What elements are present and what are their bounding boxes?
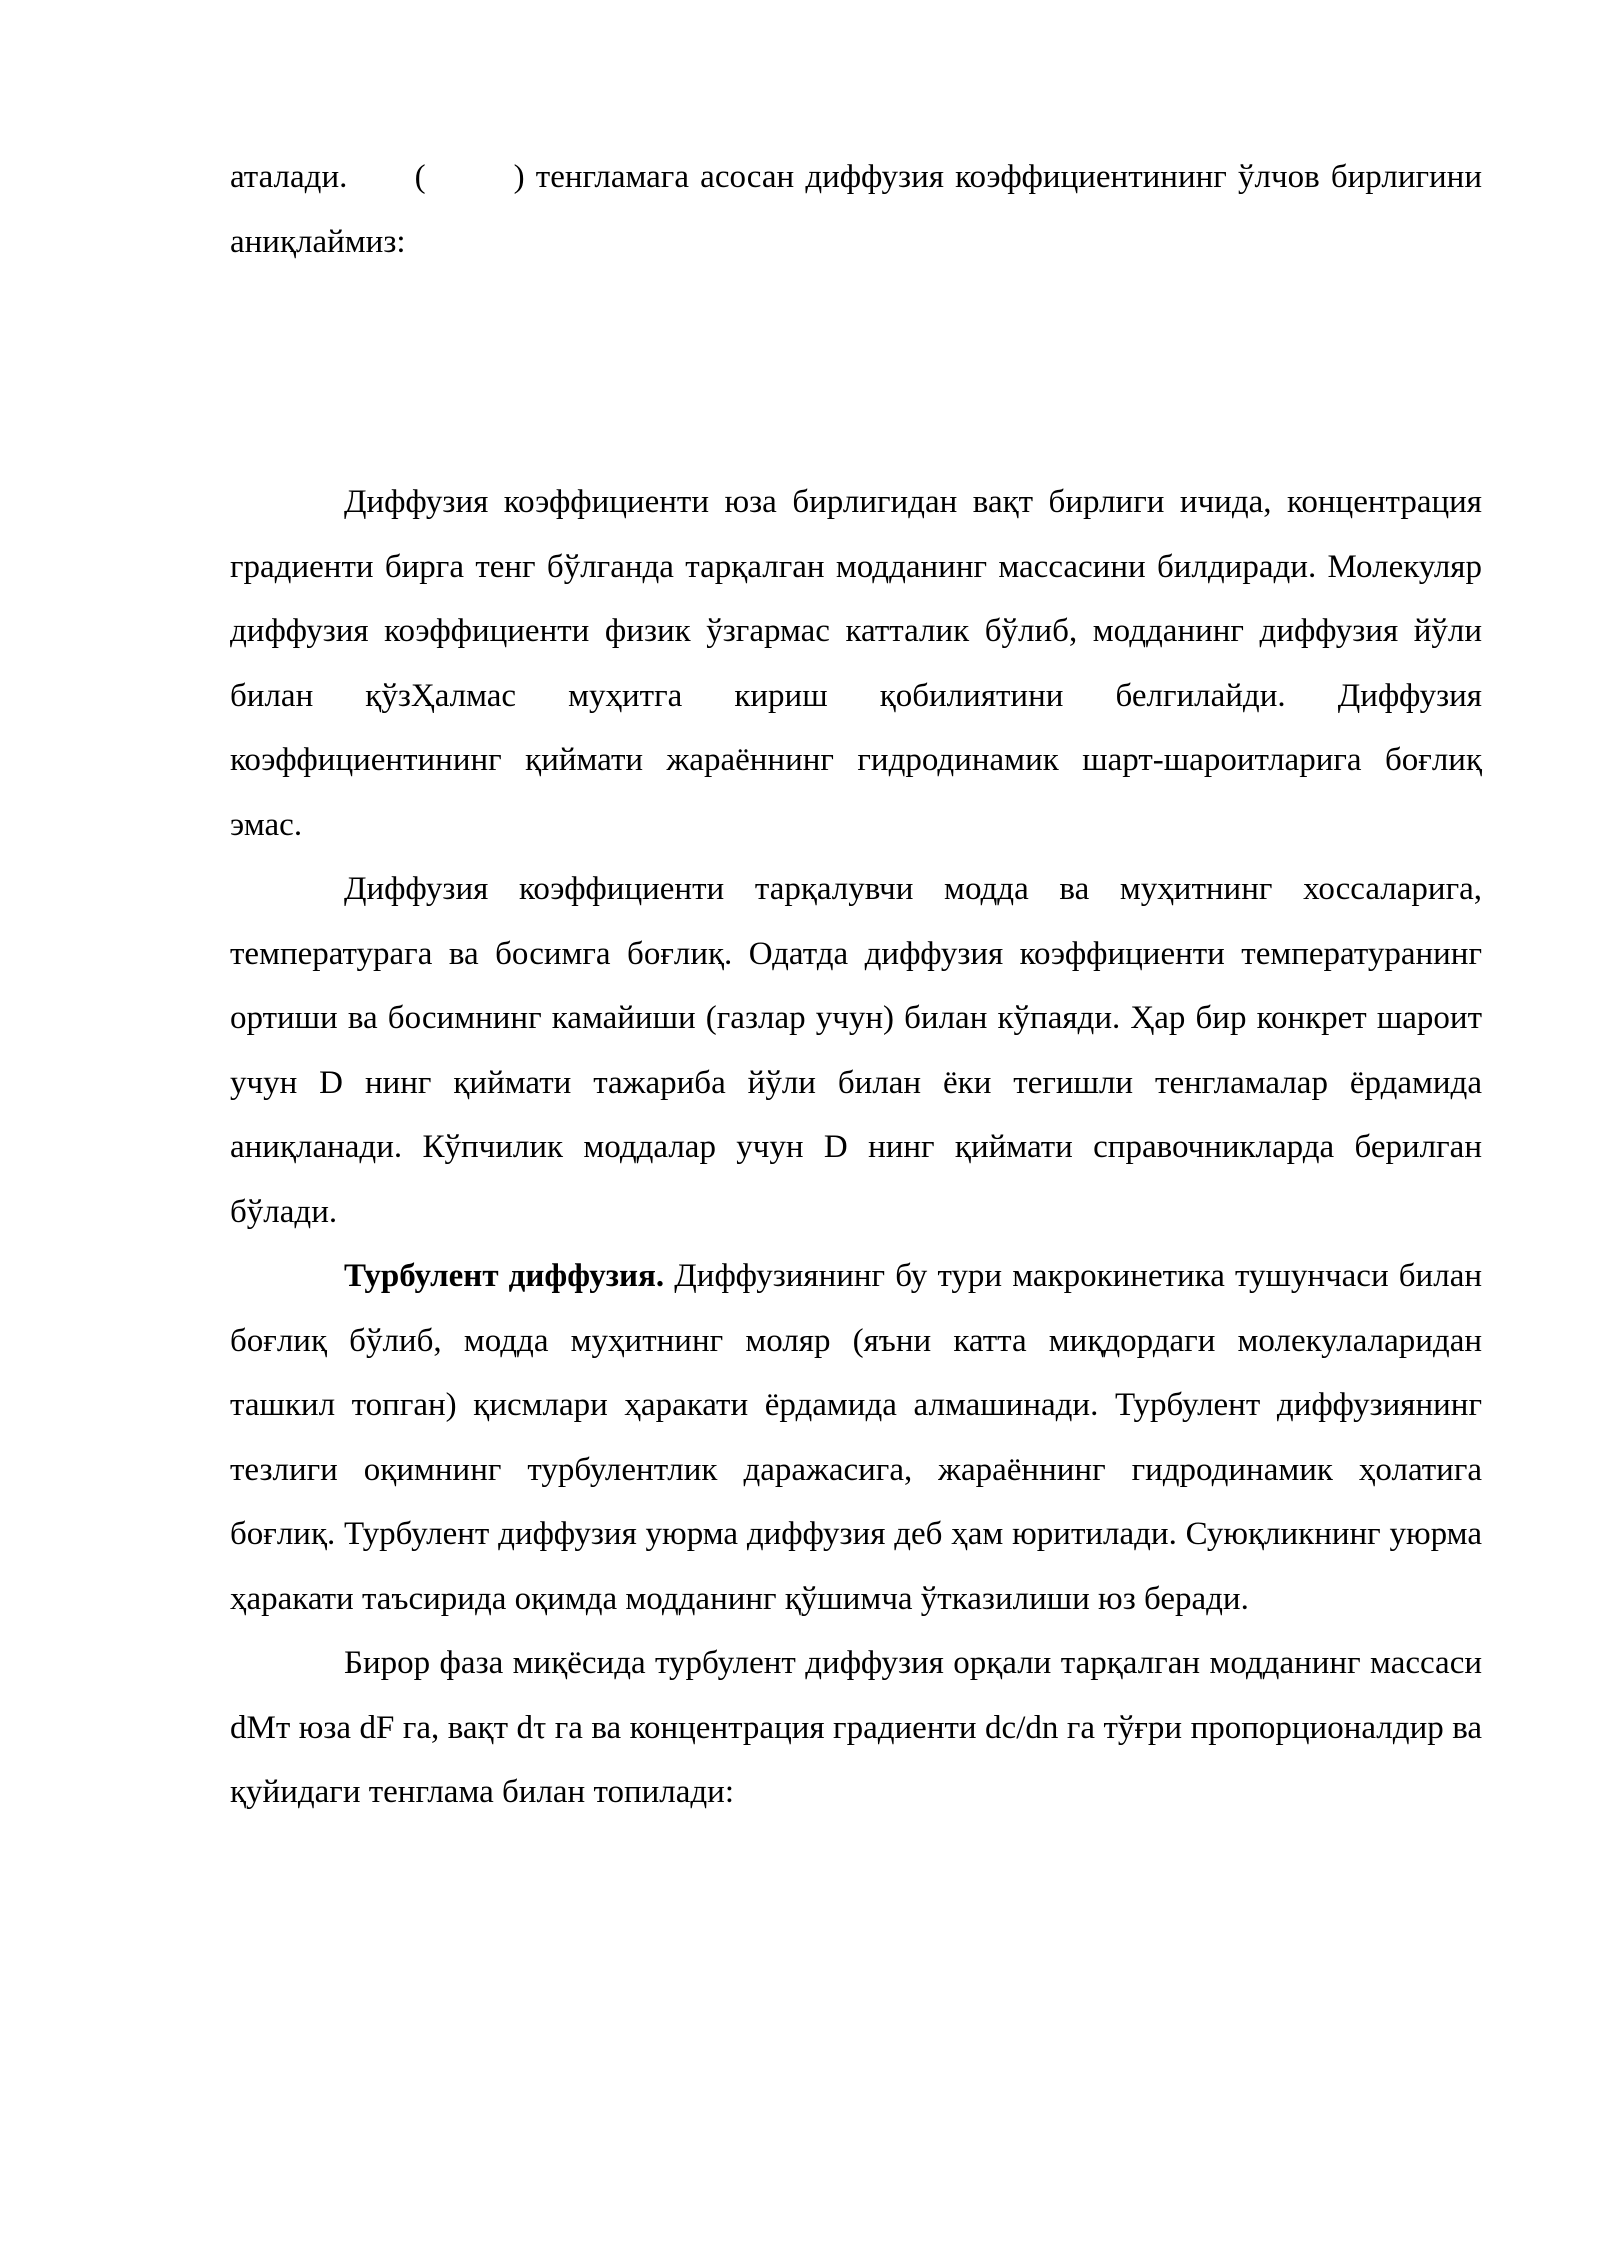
paragraph-turbulent-mass-transfer: Бирор фаза миқёсида турбулент диффузия орқали тарқалган модданинг массаси dMт юза dF га, вақт dτ га ва концентрация градиенти dc/dn га тўғри пропорционалдир ва қуйидаги тенглама билан топилади: xyxy=(230,1645,1482,1810)
paragraph-diffusion-coefficient-definition: Диффузия коэффициенти юза бирлигидан вақт бирлиги ичида, концентрация градиенти бирга тенг бўлганда тарқалган модданинг массасини билдиради. Молекуляр диффузия коэффициенти физик ўзгармас катталик бўлиб, модданинг диффузия йўли билан қўзҲалмас муҳитга кириш қобилиятини белгилайди. Диффузия коэффициентининг қиймати жараённинг гидродинамик шарт-шароитларига боғлиқ эмас. xyxy=(230,484,1482,843)
intro-before-bracket: аталади. xyxy=(230,159,348,195)
paragraph-turbulent-diffusion xyxy=(230,1244,1482,1631)
equation-ref-open: ( xyxy=(414,159,426,195)
intro-paragraph xyxy=(230,145,1482,274)
paragraph-diffusion-coefficient-dependence: Диффузия коэффициенти тарқалувчи модда ва муҳитнинг хоссаларига, температурага ва босимга боғлиқ. Одатда диффузия коэффициенти температуранинг ортиши ва босимнинг камайиши (газлар учун) билан кўпаяди. Ҳар бир конкрет шароит учун D нинг қиймати тажариба йўли билан ёки тегишли тенгламалар ёрдамида аниқланади. Кўпчилик моддалар учун D нинг қиймати справочникларда берилган бўлади. xyxy=(230,871,1482,1230)
turbulent-diffusion-heading: Турбулент диффузия. xyxy=(344,1258,665,1294)
turbulent-diffusion-body: Диффузиянинг бу тури макрокинетика тушунчаси билан боғлиқ бўлиб, модда муҳитнинг моляр (яъни катта миқдордаги молекулаларидан ташкил топган) қисмлари ҳаракати ёрдамида алмашинади. Турбулент диффузиянинг тезлиги оқимнинг турбулентлик даражасига, жараённинг гидродинамик ҳолатига боғлиқ. Турбулент диффузия уюрма диффузия деб ҳам юритилади. Суюқликнинг уюрма ҳаракати таъсирида оқимда модданинг қўшимча ўтказилиши юз беради. xyxy=(230,1258,1482,1617)
body-text xyxy=(230,470,1482,1825)
equation-ref-close: ) xyxy=(513,159,525,195)
intro-after-bracket: тенгламага асосан диффузия коэффициентининг ўлчов бирлигини аниқлаймиз: xyxy=(230,159,1483,260)
